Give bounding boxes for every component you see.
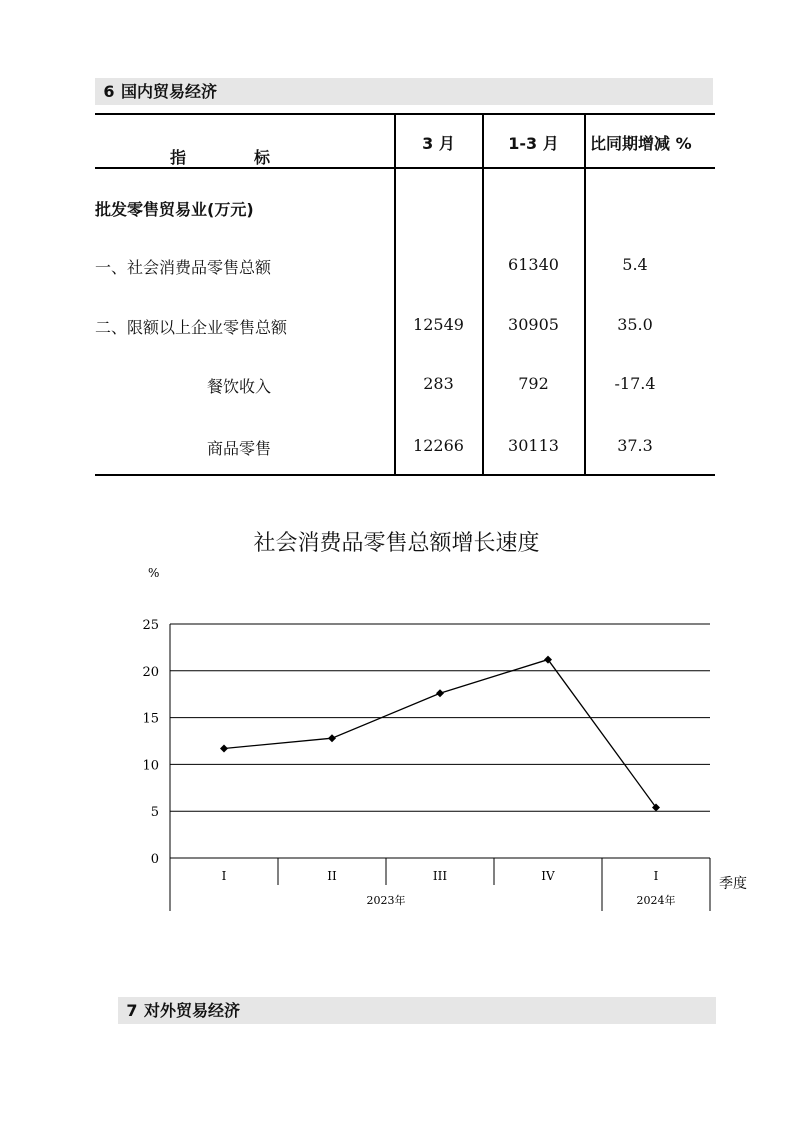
trade-table xyxy=(95,113,715,476)
line-chart xyxy=(0,560,793,960)
section-number: 6 xyxy=(103,82,115,101)
series-line xyxy=(224,660,656,808)
y-tick-label: 10 xyxy=(142,758,159,774)
row-ytd: 30113 xyxy=(508,436,559,455)
x-axis-title: 季度 xyxy=(719,876,747,892)
header-indicator-left: 指 xyxy=(170,148,187,167)
row-month: 12549 xyxy=(413,315,464,334)
x-tick-label: I xyxy=(653,869,659,883)
y-tick-label: 20 xyxy=(142,664,159,680)
data-point-marker xyxy=(436,689,444,697)
x-tick-label: IV xyxy=(541,869,555,883)
section-title: 国内贸易经济 xyxy=(121,82,218,101)
data-point-marker xyxy=(220,744,228,752)
header-month: 3 月 xyxy=(422,134,455,153)
x-tick-label: III xyxy=(432,869,448,883)
y-tick-label: 5 xyxy=(150,805,159,821)
header-indicator-right: 标 xyxy=(254,148,271,167)
row-label: 餐饮收入 xyxy=(207,377,272,396)
group-label: 2023年 xyxy=(366,894,406,907)
x-tick-label: I xyxy=(221,869,227,883)
column-divider xyxy=(394,113,396,476)
section-number: 7 xyxy=(126,1001,138,1020)
row-yoy: -17.4 xyxy=(614,374,656,393)
y-tick-label: 25 xyxy=(142,618,159,633)
table-category: 批发零售贸易业(万元) xyxy=(95,200,254,219)
section-heading-domestic-trade xyxy=(95,78,713,105)
row-label: 商品零售 xyxy=(207,439,272,458)
row-yoy: 35.0 xyxy=(617,315,653,334)
row-month: 283 xyxy=(423,374,454,393)
table-top-rule xyxy=(95,113,715,115)
row-ytd: 61340 xyxy=(508,255,559,274)
header-ytd: 1-3 月 xyxy=(508,134,559,153)
row-label: 一、社会消费品零售总额 xyxy=(95,258,272,277)
chart-title: 社会消费品零售总额增长速度 xyxy=(253,531,540,556)
row-yoy: 5.4 xyxy=(622,255,648,274)
section-title: 对外贸易经济 xyxy=(144,1001,241,1020)
table-header-rule xyxy=(95,167,715,169)
row-label: 二、限额以上企业零售总额 xyxy=(95,318,288,337)
data-point-marker xyxy=(328,734,336,742)
header-yoy: 比同期增减 % xyxy=(590,134,692,153)
y-tick-label: 15 xyxy=(142,711,159,727)
section-heading-foreign-trade xyxy=(118,997,716,1024)
y-tick-label: 0 xyxy=(150,852,159,867)
y-axis-unit-label: % xyxy=(148,566,160,580)
table-bottom-rule xyxy=(95,474,715,476)
row-ytd: 792 xyxy=(518,374,549,393)
column-divider xyxy=(482,113,484,476)
row-month: 12266 xyxy=(413,436,464,455)
row-ytd: 30905 xyxy=(508,315,559,334)
group-label: 2024年 xyxy=(636,894,676,907)
x-tick-label: II xyxy=(327,869,337,883)
row-yoy: 37.3 xyxy=(617,436,653,455)
column-divider xyxy=(584,113,586,476)
